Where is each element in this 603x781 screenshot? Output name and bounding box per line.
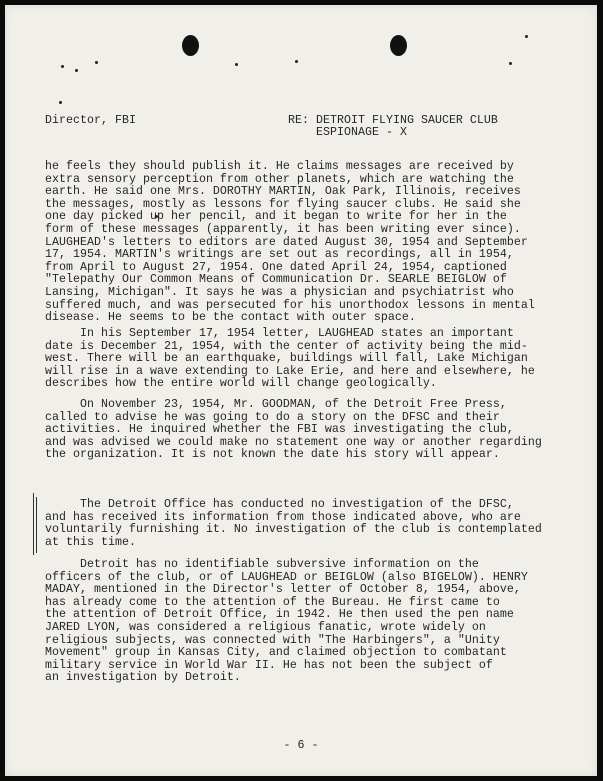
paragraph-5-line: Movement" group in Kansas City, and claimed objection to combatant bbox=[45, 646, 507, 660]
paragraph-4-line: at this time. bbox=[45, 535, 136, 549]
punch-hole-left bbox=[182, 35, 199, 56]
paragraph-1-line: 17, 1954. MARTIN's writings are set out as recordings, all in 1954, bbox=[45, 248, 514, 262]
paragraph-3-line: and was advised we could make no statement one way or another regarding bbox=[45, 435, 542, 449]
speck bbox=[59, 101, 62, 104]
paragraph-1-line: disease. He seems to be the contact with outer space. bbox=[45, 311, 416, 325]
paragraph-5-line: military service in World War II. He has not been the subject of bbox=[45, 658, 493, 672]
paragraph-5-line: Detroit has no identifiable subversive information on the bbox=[45, 558, 479, 571]
paragraph-2-line: date is December 21, 1954, with the center of activity being the mid- bbox=[45, 339, 528, 353]
document-page bbox=[5, 5, 597, 776]
page-number: - 6 - bbox=[283, 739, 319, 752]
margin-mark bbox=[33, 493, 34, 555]
speck bbox=[95, 61, 98, 64]
speck bbox=[509, 62, 512, 65]
paragraph-4-line: and has received its information from those indicated above, who are bbox=[45, 510, 521, 524]
paragraph-1-line: suffered much, and was persecuted for his unorthodox lessons in mental bbox=[45, 298, 535, 312]
paragraph-1-line: one day picked up her pencil, and it began to write for her in the bbox=[45, 210, 507, 224]
subject-line-1: RE: DETROIT FLYING SAUCER CLUB bbox=[288, 114, 498, 127]
paragraph-5-line: the attention of Detroit Office, in 1942. He then used the pen name bbox=[45, 608, 514, 622]
punch-hole-right bbox=[390, 35, 407, 56]
speck bbox=[525, 35, 528, 38]
paragraph-4-line: voluntarily furnishing it. No investigation of the club is contemplated bbox=[45, 523, 542, 537]
paragraph-3-line: activities. He inquired whether the FBI was investigating the club, bbox=[45, 423, 514, 437]
addressee: Director, FBI bbox=[45, 114, 136, 127]
paragraph-2-line: west. There will be an earthquake, buildings will fall, Lake Michigan bbox=[45, 352, 528, 366]
paragraph-1-line: "Telepathy Our Common Means of Communication Dr. SEARLE BEIGLOW of bbox=[45, 273, 507, 287]
speck bbox=[61, 65, 64, 68]
paragraph-1-line: the messages, mostly as lessons for flying saucer clubs. He said she bbox=[45, 197, 521, 211]
paragraph-2-line: will rise in a wave extending to Lake Erie, and here and elsewhere, he bbox=[45, 364, 535, 378]
paragraph-5-line: MADAY, mentioned in the Director's letter of October 8, 1954, above, bbox=[45, 583, 521, 597]
paragraph-1-line: Lansing, Michigan". It says he was a physician and psychiatrist who bbox=[45, 286, 514, 299]
paragraph-1-line: LAUGHEAD's letters to editors are dated August 30, 1954 and September bbox=[45, 235, 528, 249]
speck bbox=[235, 63, 238, 66]
paragraph-5-line: religious subjects, was connected with "The Harbingers", a "Unity bbox=[45, 633, 500, 647]
paragraph-3-line: the organization. It is not known the date his story will appear. bbox=[45, 448, 500, 462]
paragraph-4-line: The Detroit Office has conducted no investigation of the DFSC, bbox=[45, 498, 514, 511]
paragraph-1-line: form of these messages (apparently, it has been writing ever since). bbox=[45, 223, 521, 236]
paragraph-1-line: extra sensory perception from other planets, which are watching the bbox=[45, 172, 514, 186]
speck bbox=[295, 60, 298, 63]
margin-mark bbox=[36, 497, 37, 553]
paragraph-1-line: he feels they should publish it. He claims messages are received by bbox=[45, 160, 514, 173]
paragraph-5-line: has already come to the attention of the Bureau. He first came to bbox=[45, 595, 500, 609]
paragraph-5-line: officers of the club, or of LAUGHEAD or BEIGLOW (also BIGELOW). HENRY bbox=[45, 570, 528, 584]
paragraph-3-line: On November 23, 1954, Mr. GOODMAN, of the Detroit Free Press, bbox=[45, 398, 507, 411]
paragraph-5-line: JARED LYON, was considered a religious fanatic, wrote widely on bbox=[45, 621, 486, 634]
paragraph-1-line: from April to August 27, 1954. One dated April 24, 1954, captioned bbox=[45, 260, 507, 274]
paragraph-1-line: earth. He said one Mrs. DOROTHY MARTIN, Oak Park, Illinois, receives bbox=[45, 185, 521, 199]
subject-line-2: ESPIONAGE - X bbox=[288, 126, 407, 139]
paragraph-2-line: describes how the entire world will change geologically. bbox=[45, 377, 437, 391]
paragraph-3-line: called to advise he was going to do a story on the DFSC and their bbox=[45, 410, 500, 424]
paragraph-5-line: an investigation by Detroit. bbox=[45, 671, 241, 685]
speck bbox=[75, 69, 78, 72]
paragraph-2-line: In his September 17, 1954 letter, LAUGHEAD states an important bbox=[45, 327, 514, 340]
